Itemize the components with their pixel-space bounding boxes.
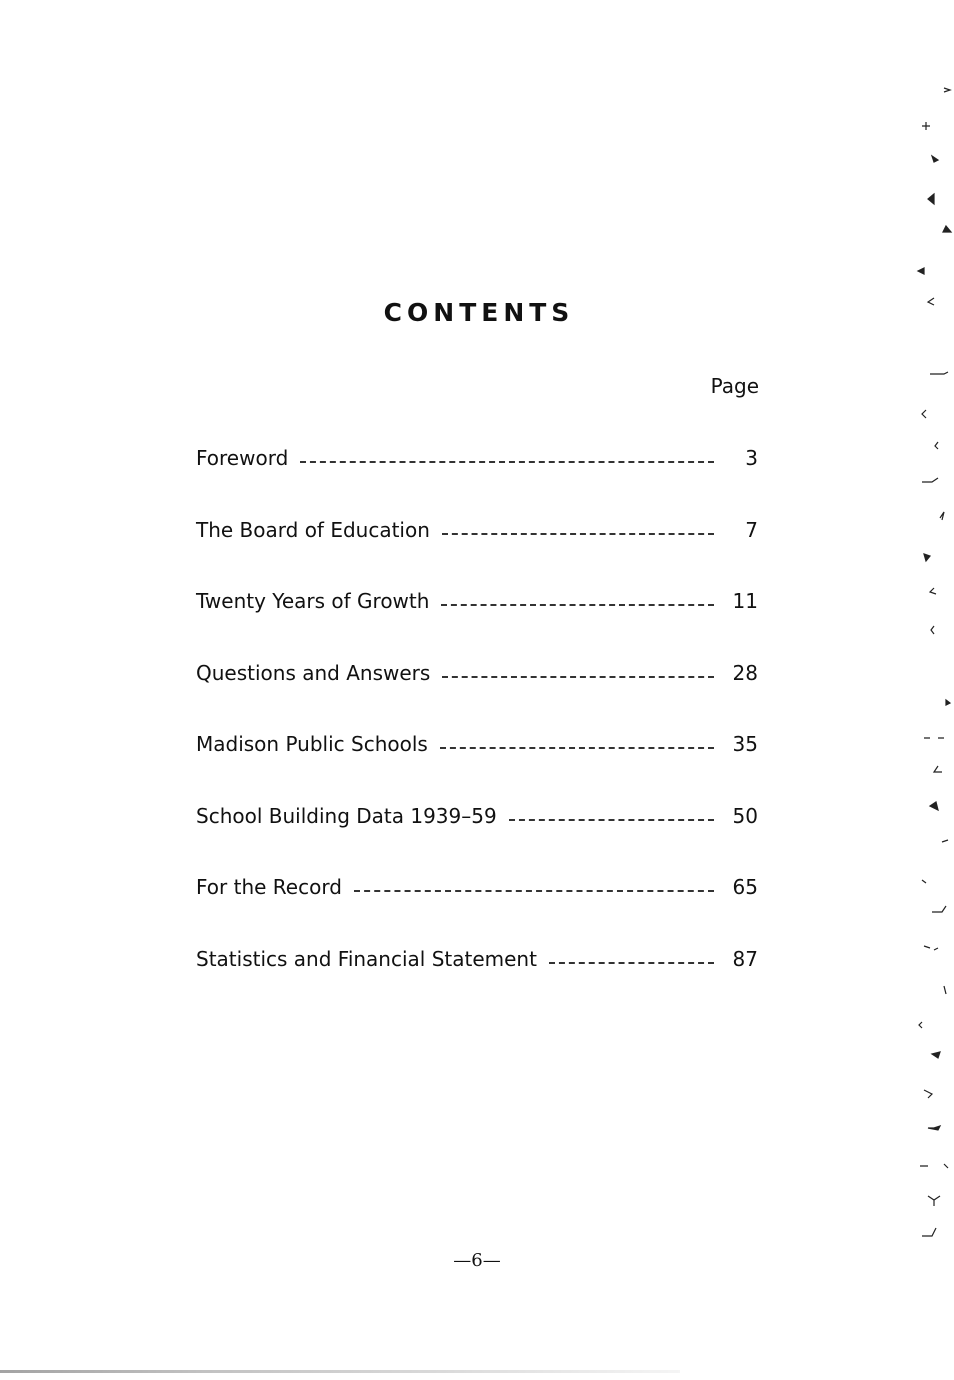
dot-leader bbox=[300, 461, 714, 463]
toc-entry-page: 87 bbox=[732, 946, 758, 971]
toc-entry-title: The Board of Education bbox=[196, 517, 430, 542]
toc-entry-page: 3 bbox=[745, 446, 758, 470]
toc-entry-questions-and-answers bbox=[196, 661, 758, 733]
toc-entry-title: Twenty Years of Growth bbox=[196, 589, 430, 613]
toc-entry-title: Statistics and Financial Statement bbox=[196, 946, 537, 971]
toc-entry-for-the-record bbox=[196, 875, 758, 947]
page-folio: —6— bbox=[453, 1250, 501, 1271]
toc-entry-page: 65 bbox=[732, 875, 758, 899]
dot-leader bbox=[441, 604, 714, 606]
binding-edge-marks bbox=[914, 0, 954, 1380]
toc-entry-madison-public-schools bbox=[196, 732, 758, 804]
toc-entry-school-building-data bbox=[196, 804, 758, 876]
page-column-label: Page bbox=[710, 374, 759, 398]
scan-artifact-line bbox=[0, 1370, 680, 1373]
toc-entry-page: 11 bbox=[732, 589, 758, 613]
toc-entry-board-of-education bbox=[196, 518, 758, 590]
toc-entry-title: Questions and Answers bbox=[196, 660, 431, 685]
toc-entry-page: 50 bbox=[732, 803, 758, 828]
toc-entry-statistics-and-financial-statement bbox=[196, 947, 758, 1019]
dot-leader bbox=[509, 819, 714, 821]
toc-entry-foreword bbox=[196, 446, 758, 518]
toc-entry-title: For the Record bbox=[196, 875, 342, 899]
toc-entry-page: 35 bbox=[732, 732, 758, 756]
page-title: CONTENTS bbox=[383, 298, 575, 327]
dot-leader bbox=[549, 962, 714, 964]
toc-entry-page: 28 bbox=[732, 660, 758, 685]
dot-leader bbox=[354, 890, 714, 892]
dot-leader bbox=[440, 747, 714, 749]
toc-entry-title: School Building Data 1939–59 bbox=[196, 803, 497, 828]
toc-entry-twenty-years-of-growth bbox=[196, 589, 758, 661]
toc-entry-title: Madison Public Schools bbox=[196, 732, 428, 756]
toc-entry-page: 7 bbox=[745, 517, 758, 542]
dot-leader bbox=[442, 533, 714, 535]
toc-entry-title: Foreword bbox=[196, 446, 289, 470]
dot-leader bbox=[442, 676, 714, 678]
table-of-contents bbox=[196, 446, 758, 1018]
